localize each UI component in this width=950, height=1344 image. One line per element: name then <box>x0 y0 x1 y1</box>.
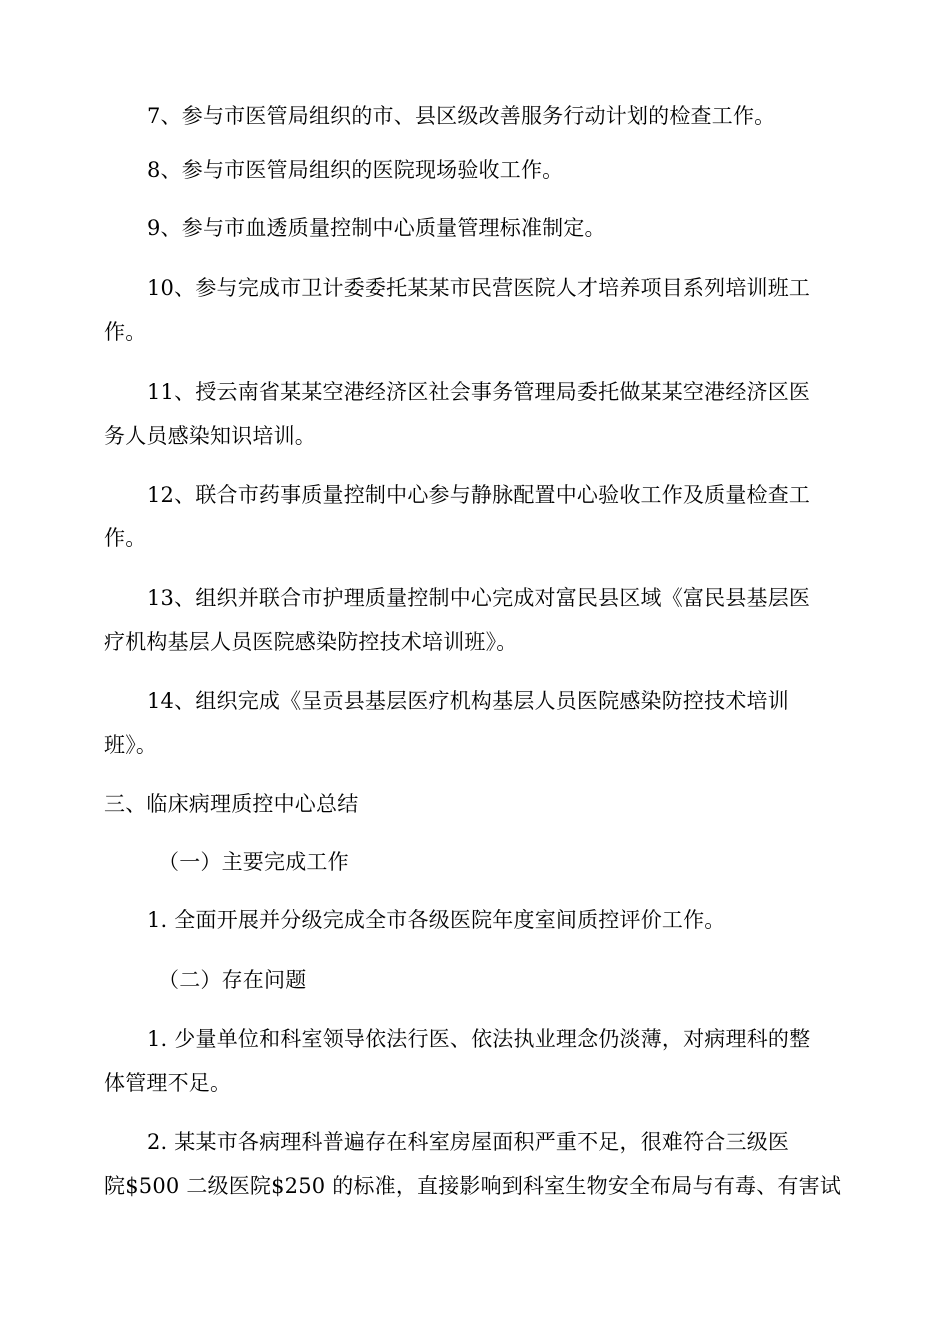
item-8: 8、参与市医管局组织的医院现场验收工作。 <box>147 158 564 182</box>
subsection-heading-2: （二）存在问题 <box>158 968 307 992</box>
item-9: 9、参与市血透质量控制中心质量管理标准制定。 <box>147 216 606 240</box>
item-12-line-2: 作。 <box>104 526 147 550</box>
item-13-line-1: 13、组织并联合市护理质量控制中心完成对富民县区域《富民县基层医 <box>147 586 811 610</box>
problem-2-line-2: 院$500 二级医院$250 的标准，直接影响到科室生物安全布局与有毒、有害试 <box>104 1174 842 1198</box>
item-10-line-2: 作。 <box>104 320 147 344</box>
work-item-1: 1. 全面开展并分级完成全市各级医院年度室间质控评价工作。 <box>147 908 726 932</box>
subsection-heading-1: （一）主要完成工作 <box>158 850 349 874</box>
section-heading-3: 三、临床病理质控中心总结 <box>104 792 359 816</box>
item-11-line-1: 11、授云南省某某空港经济区社会事务管理局委托做某某空港经济区医 <box>147 380 811 404</box>
item-14-line-2: 班》。 <box>104 733 158 757</box>
problem-2-line-1: 2. 某某市各病理科普遍存在科室房屋面积严重不足，很难符合三级医 <box>147 1130 790 1154</box>
problem-1-line-1: 1. 少量单位和科室领导依法行医、依法执业理念仍淡薄，对病理科的整 <box>147 1027 811 1051</box>
item-12-line-1: 12、联合市药事质量控制中心参与静脉配置中心验收工作及质量检查工 <box>147 483 811 507</box>
item-13-line-2: 疗机构基层人员医院感染防控技术培训班》。 <box>104 630 518 654</box>
item-7: 7、参与市医管局组织的市、县区级改善服务行动计划的检查工作。 <box>147 104 776 128</box>
item-14-line-1: 14、组织完成《呈贡县基层医疗机构基层人员医院感染防控技术培训 <box>147 689 789 713</box>
problem-1-line-2: 体管理不足。 <box>104 1071 232 1095</box>
item-11-line-2: 务人员感染知识培训。 <box>104 424 316 448</box>
item-10-line-1: 10、参与完成市卫计委委托某某市民营医院人才培养项目系列培训班工 <box>147 276 811 300</box>
